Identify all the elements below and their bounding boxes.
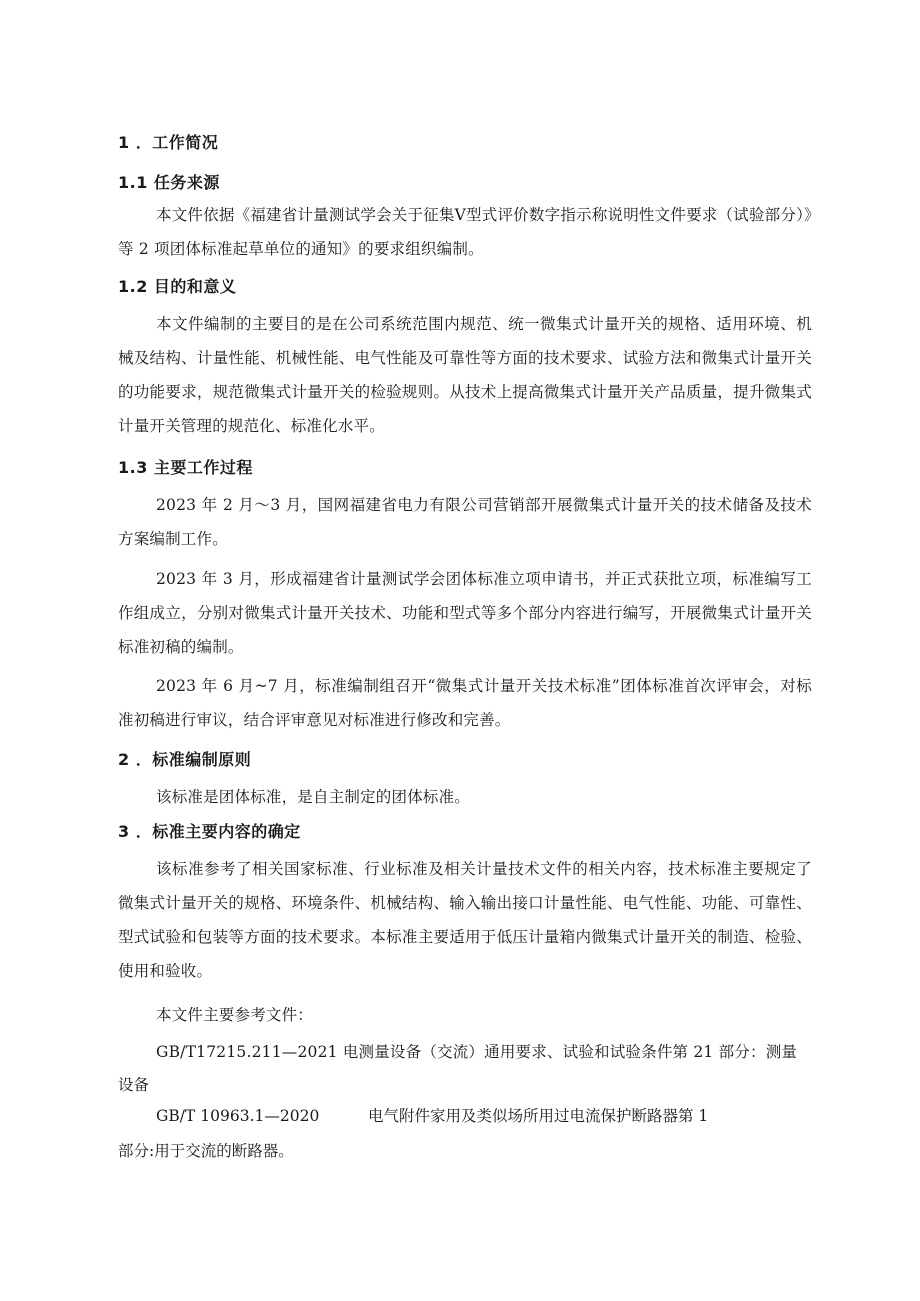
- reference-2-line-1: [156, 1105, 708, 1127]
- section-2-paragraph: 该标准是团体标准，是自主制定的团体标准。: [156, 788, 471, 806]
- section-1-2-heading: 1.2 目的和意义: [118, 277, 237, 296]
- section-1-3-heading: 1.3 主要工作过程: [118, 458, 253, 477]
- section-1-3-paragraph-1: 2023 年 2 月～3 月，国网福建省电力有限公司营销部开展微集式计量开关的技术储备及技术方案编制工作。: [118, 496, 812, 548]
- section-1-2-paragraph: 本文件编制的主要目的是在公司系统范围内规范、统一微集式计量开关的规格、适用环境、机械及结构、计量性能、机械性能、电气性能及可靠性等方面的技术要求、试验方法和微集式计量开关的功能要求，规范微集式计量开关的检验规则。从技术上提高微集式计量开关产品质量，提升微集式计量开关管理的规范化、标准化水平。: [118, 315, 812, 435]
- reference-1-line-1: GB/T17215.211—2021 电测量设备（交流）通用要求、试验和试验条件第 21 部分：测量: [156, 1043, 798, 1061]
- section-2-heading: 2 ．标准编制原则: [118, 750, 252, 769]
- reference-1-line-2: 设备: [118, 1076, 150, 1094]
- reference-2-title: 电气附件家用及类似场所用过电流保护断路器第 1: [368, 1107, 709, 1125]
- section-3-paragraph-1: 该标准参考了相关国家标准、行业标准及相关计量技术文件的相关内容，技术标准主要规定了微集式计量开关的规格、环境条件、机械结构、输入输出接口计量性能、电气性能、功能、可靠性、型式试验和包装等方面的技术要求。本标准主要适用于低压计量箱内微集式计量开关的制造、检验、使用和验收。: [118, 860, 812, 980]
- section-1-3-paragraph-3: 2023 年 6 月~7 月，标准编制组召开“微集式计量开关技术标准”团体标准首次评审会，对标准初稿进行审议，结合评审意见对标准进行修改和完善。: [118, 677, 812, 729]
- section-1-1-paragraph: 本文件依据《福建省计量测试学会关于征集Ⅴ型式评价数字指示称说明性文件要求（试验部分）》等 2 项团体标准起草单位的通知》的要求组织编制。: [118, 206, 812, 258]
- reference-2-code: GB/T 10963.1—2020: [156, 1107, 320, 1125]
- section-1-heading: 1 ．工作简况: [118, 133, 219, 152]
- section-3-paragraph-2: 本文件主要参考文件：: [156, 1006, 314, 1024]
- reference-2-line-2: 部分:用于交流的断路器。: [118, 1142, 294, 1160]
- section-3-heading: 3 ．标准主要内容的确定: [118, 822, 301, 841]
- section-1-3-paragraph-2: 2023 年 3 月，形成福建省计量测试学会团体标准立项申请书，并正式获批立项，标准编写工作组成立，分别对微集式计量开关技术、功能和型式等多个部分内容进行编写，开展微集式计量开关标准初稿的编制。: [118, 570, 812, 656]
- section-1-1-heading: 1.1 任务来源: [118, 173, 220, 192]
